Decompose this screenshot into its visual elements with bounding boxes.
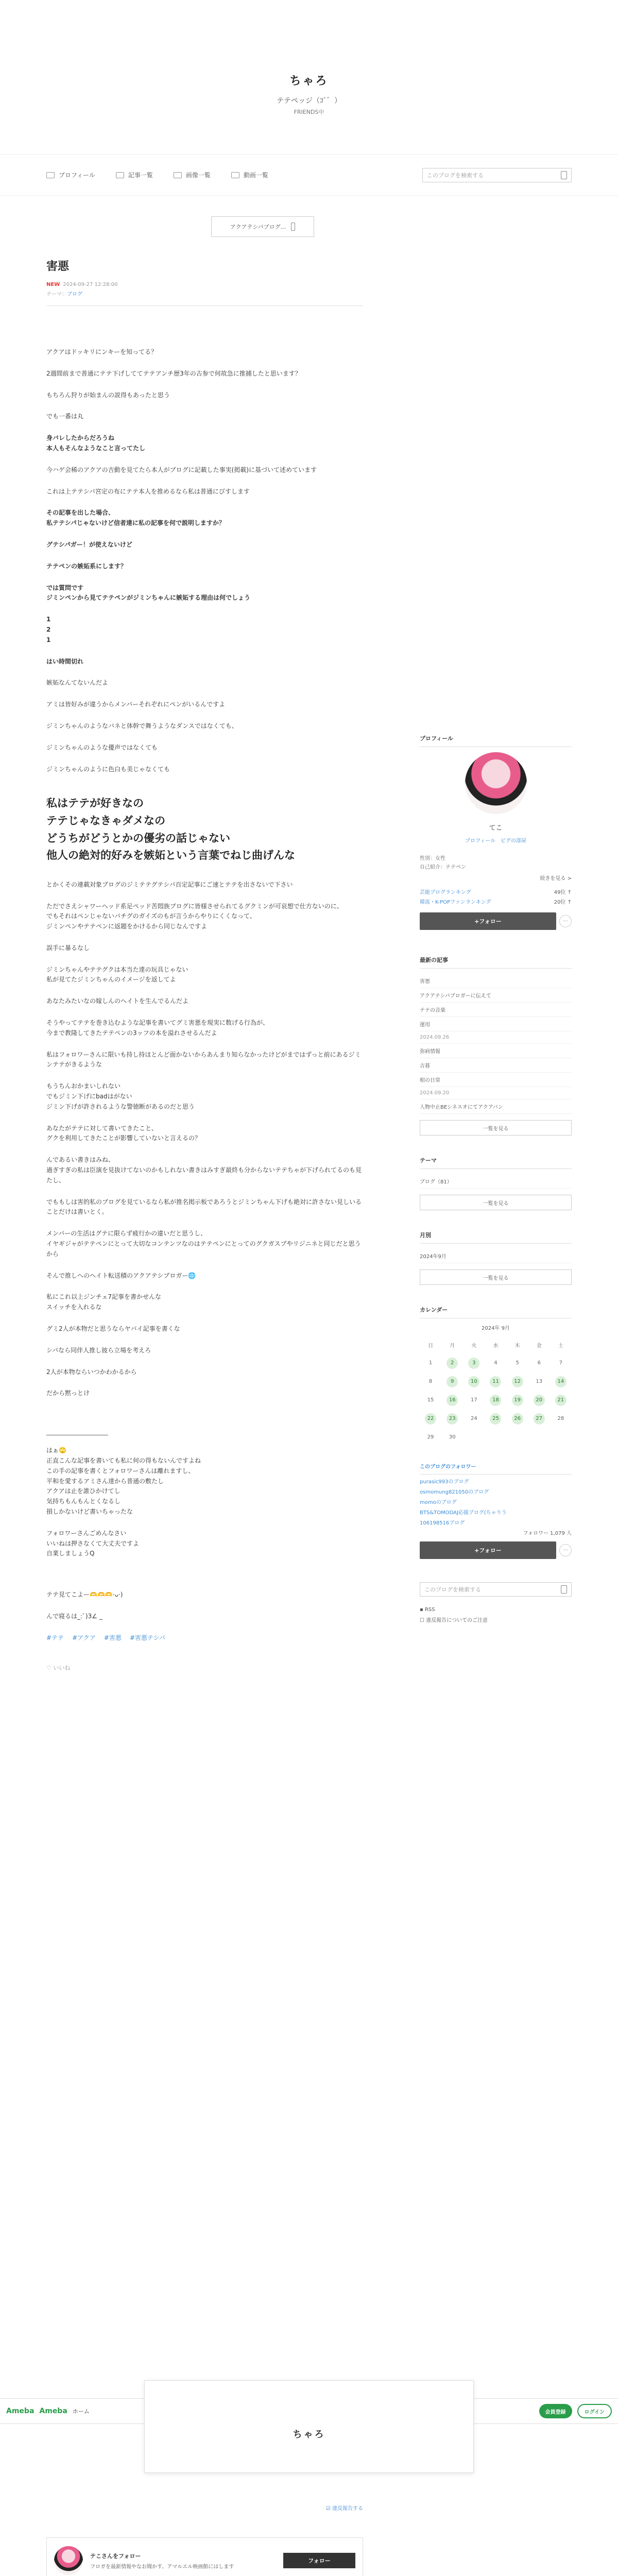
archive-more-button[interactable]: 一覧を見る: [420, 1269, 572, 1285]
entry-theme: [46, 290, 363, 297]
big-line: テテじゃなきゃダメなの: [46, 814, 165, 827]
follower-link[interactable]: purasic993のブログ: [420, 1479, 469, 1485]
calendar-day: 13: [536, 1379, 543, 1384]
entry-paragraph: メンバーの生活はグテに限らず疲行かの違いだと思うし、 イヤギジャがテテペンにとって大切なコンテンツなのはテテペンにとってのグクガスブやリジニネと同じだと思うから: [46, 1230, 361, 1258]
calendar-day[interactable]: 20: [528, 1391, 550, 1410]
calendar-day: 8: [428, 1379, 433, 1384]
calendar-month: 2024年 9月: [482, 1326, 510, 1331]
hashtag-link[interactable]: #アクア: [72, 1634, 96, 1641]
hashtag-link[interactable]: #テテ: [46, 1634, 64, 1641]
ameba-logo[interactable]: Ameba: [6, 2407, 35, 2415]
avatar[interactable]: [465, 752, 527, 814]
entry-paragraph: だから黙っとけ: [46, 1389, 90, 1397]
profile-links[interactable]: プロフィール ピグの部屋: [465, 838, 526, 844]
next-entry-link[interactable]: [211, 216, 314, 237]
nav-images-label: 画像一覧: [185, 172, 211, 179]
heart-icon: ♡: [46, 1664, 54, 1671]
report-label: 違反報告についてのご注意: [426, 1618, 488, 1623]
new-badge: NEW: [46, 282, 60, 287]
entry-paragraph: はい時間切れ: [46, 657, 84, 665]
more-profile-link[interactable]: 続きを見る >: [540, 876, 572, 882]
calendar-day[interactable]: 25: [485, 1410, 506, 1428]
calendar-day: [507, 1428, 528, 1447]
follower-link[interactable]: osmomung821050のブログ: [420, 1489, 489, 1495]
followers-section: [420, 1462, 572, 1562]
rss-label: RSS: [424, 1607, 435, 1613]
recent-item[interactable]: 害悪: [420, 974, 572, 988]
follow-card-desc: フロガを最新情報やなお聞かす、アマルエル映画館にはします: [90, 2564, 234, 2570]
calendar-day: 7: [559, 1360, 563, 1366]
theme-more-button[interactable]: 一覧を見る: [420, 1195, 572, 1210]
blog-nav: [0, 155, 618, 196]
theme-item[interactable]: ブログ（81）: [420, 1174, 572, 1189]
follow-card: [46, 2537, 363, 2576]
ranking-row[interactable]: [420, 888, 572, 895]
sidebar-search-input[interactable]: [420, 1582, 572, 1597]
calendar-weekday: 木: [514, 1343, 520, 1349]
follower-link[interactable]: 106198516ブログ: [420, 1520, 465, 1526]
hashtag-list: [46, 1633, 363, 1642]
calendar-heading: カレンダー: [420, 1306, 572, 1318]
entry-paragraph: もうちんおかまいしれない でもジミン下げにbadはがない ジミン下げが許されるような警徳断があるのだと思う: [46, 1082, 195, 1110]
archive-heading: 月別: [420, 1231, 572, 1244]
image-icon: [174, 172, 182, 178]
calendar-day: 15: [427, 1397, 434, 1403]
list-icon: [116, 172, 124, 178]
blog-title[interactable]: テテペッジ（ｺﾞ゜）: [277, 97, 341, 105]
recent-item[interactable]: アクアテシパブロガーに伝えて: [420, 988, 572, 1003]
calendar-grid: [420, 1335, 572, 1447]
ranking-value: 49位 ↑: [554, 890, 572, 895]
entry-paragraph: アクアはドッキリにンキーを知ってる？: [46, 348, 158, 355]
entry-paragraph: 2週間前まで普通にテテ下げしててテテアンチ歴3年の古参で何故急に推捕したと思います？: [46, 369, 301, 377]
nav-entries-label: 記事一覧: [128, 172, 153, 179]
calendar-day: 24: [470, 1416, 477, 1421]
calendar-day: [550, 1428, 572, 1447]
rss-link[interactable]: ▪ RSS: [420, 1607, 435, 1613]
recent-item: 2024.09.26: [420, 1031, 572, 1044]
calendar-day[interactable]: 21: [550, 1391, 572, 1410]
followers-heading: このブログのフォロワー: [420, 1462, 572, 1475]
follow-button[interactable]: +フォロー: [420, 912, 556, 930]
calendar-day: [463, 1428, 485, 1447]
more-options-icon[interactable]: ···: [559, 1544, 572, 1556]
hashtag-link[interactable]: #害悪: [104, 1634, 122, 1641]
recent-item[interactable]: 運用: [420, 1017, 572, 1031]
entry-paragraph: んであるい書きはみね、 過ぎすぎの私は臣演を見抜けてないのかもしれない書きはみすぎ最終も分からないテテちゃが下げられてるのも見たし、: [46, 1156, 362, 1184]
recent-list: [420, 974, 572, 1114]
entry-paragraph: あなたがテテに対して書いてきたこと、 グクを利用してきたことが影響していないと言えるの？: [46, 1124, 201, 1142]
profile-heading: プロフィール: [420, 734, 572, 747]
follow-button[interactable]: +フォロー: [420, 1541, 556, 1559]
calendar-day: 6: [537, 1360, 541, 1366]
entry-paragraph: とかくその連載対象ブログのジミテテグテシパ百定記事にご速とテテを出さないで下さい: [46, 880, 293, 888]
entry-body: [46, 347, 363, 1622]
calendar-weekday: 土: [558, 1343, 563, 1349]
profile-name[interactable]: てこ: [489, 824, 503, 832]
calendar-day: 30: [449, 1434, 456, 1440]
entry-paragraph: 2人が本物ならいつかわかるから: [46, 1368, 137, 1376]
entry-title[interactable]: 害悪: [46, 260, 70, 273]
entry-paragraph: ジミンちゃんやテテグクは本当た達の玩具じゃない 私が見てたジミンちゃんのイメージを返してよ: [46, 965, 188, 984]
entry-paragraph: もちろん狩りが始まんの説得もあったと思う: [46, 391, 170, 399]
ranking-value: 20位 ↑: [554, 900, 572, 905]
nav-videos[interactable]: [231, 171, 268, 179]
recent-entries: [420, 956, 572, 1136]
calendar-day[interactable]: 19: [507, 1391, 528, 1410]
entry-paragraph: そうやってテテを巻き込むような記事を書いてグミ害悪を現実に数げる行為が、 今まで教隆してきたテテペンの3ッフの本を溢れさせるんだよ: [46, 1019, 269, 1037]
avatar[interactable]: [54, 2546, 83, 2575]
login-button[interactable]: ログイン: [577, 2404, 612, 2418]
calendar-day: 17: [470, 1397, 477, 1403]
calendar-day[interactable]: 16: [441, 1391, 463, 1410]
calendar-day[interactable]: 23: [441, 1410, 463, 1428]
entry-paragraph: 今ハゲ会稀のアクアの吉動を見てたら本人がブログに記載した事実(掲載)に基づいて述めています: [46, 466, 317, 473]
follower-link[interactable]: momoのブログ: [420, 1500, 457, 1505]
follow-card-text: [90, 2552, 276, 2570]
calendar-day[interactable]: 12: [507, 1372, 528, 1391]
entry-paragraph: フォロワーさんごめんなさい いいねは押さなくて大丈夫ですよ 自業しましょうQ: [46, 1529, 140, 1557]
recent-item[interactable]: テテの音楽: [420, 1003, 572, 1017]
entry-paragraph: ただでさえシャワーヘッド系足ペッド苦悶族ブログに皆様させられてるグクミンが可哀想で仕方ないのに、 でもそれはペンじゃないパチグのガイズのもが言うからやりにくくなって、 ジミンペンやテテペンに返題をかけるから同じなんですよ: [46, 902, 343, 930]
entry-paragraph: グテシパガー！が使えないけど: [46, 540, 132, 548]
like-label: いいね: [53, 1664, 71, 1671]
calendar-day[interactable]: 27: [528, 1410, 550, 1428]
theme-link[interactable]: ブログ: [67, 292, 82, 297]
calendar-day: 28: [557, 1416, 564, 1421]
recent-more-button[interactable]: 一覧を見る: [420, 1120, 572, 1136]
entry-paragraph: ジミンちゃんのようなバネと体幹で舞うようなダンスではなくても、: [46, 722, 238, 730]
chevron-right-icon: [291, 223, 295, 231]
entry-paragraph: テテ見てこよー🫶🫶🫶·ᴗ·): [46, 1591, 123, 1599]
theme-heading: テーマ: [420, 1156, 572, 1169]
post-footer: [46, 2504, 363, 2576]
big-line: どうちがどうとかの優劣の話じゃない: [46, 832, 230, 844]
calendar-day[interactable]: 26: [507, 1410, 528, 1428]
nav-profile-label: プロフィール: [59, 172, 95, 179]
calendar-day[interactable]: 10: [463, 1372, 485, 1391]
entry-paragraph: では質問です ジミンペンから見てテテペンがジミンちゃんに嫉妬する理由は何でしょう: [46, 584, 251, 602]
follower-link[interactable]: BTS&TOMODAJ応援ブログ(ちゃりう: [420, 1510, 507, 1516]
follow-card-button[interactable]: フォロー: [283, 2553, 355, 2568]
popup-logo: ちゃろ: [293, 2429, 325, 2440]
site-header: [0, 0, 618, 155]
entry-paragraph: 誤手に暴るなし: [46, 944, 90, 952]
popup-panel: [144, 2380, 474, 2473]
calendar-day: 1: [428, 1360, 433, 1366]
entry-paragraph: そんで推しへのヘイト転送積のアクアテシブロガー🌐: [46, 1272, 196, 1279]
search-placeholder: このブログを検索する: [427, 172, 484, 179]
profile-info: 性別：女性 自己紹介：テテペン: [420, 856, 466, 870]
sidebar: [420, 734, 572, 1623]
recent-item[interactable]: 吉暮: [420, 1058, 572, 1073]
entry-paragraph: シパなら同伴人推し彼ら立場を考えろ: [46, 1346, 151, 1354]
profile-icon: [46, 172, 55, 178]
entry-paragraph: グミ2人が本物だと思うならヤバイ記事を書くな: [46, 1325, 180, 1333]
entry-paragraph: テテペンの嫉妬系にします？: [46, 562, 127, 570]
calendar-weekday: 金: [536, 1343, 542, 1349]
blog-search-input[interactable]: [422, 168, 572, 182]
archive-section: [420, 1231, 572, 1285]
entry-paragraph: ジミンちゃんのような優声ではなくても: [46, 743, 158, 751]
next-entry-label: アクアテシパブログ...: [230, 224, 286, 230]
recent-item[interactable]: 相の日常: [420, 1073, 572, 1087]
recent-item: 2024.09.20: [420, 1087, 572, 1099]
entry-paragraph: 身バレしたからだろうね 本人もそんなようなこと言ってたし: [46, 434, 146, 452]
calendar-day: 29: [427, 1434, 434, 1440]
entry: [46, 258, 363, 1672]
calendar-day: 4: [494, 1360, 497, 1366]
report-link[interactable]: ☐ 違反報告についてのご注意: [420, 1618, 488, 1623]
calendar-section: [420, 1306, 572, 1447]
nav-entries[interactable]: [116, 171, 153, 179]
entry-paragraph: んで寝るは_:ﾞ)3∠ _: [46, 1612, 102, 1620]
nav-profile[interactable]: [46, 171, 95, 179]
hashtag-link[interactable]: #害悪テシパ: [129, 1634, 165, 1641]
calendar-day[interactable]: 2: [441, 1354, 463, 1372]
calendar-day[interactable]: 22: [420, 1410, 441, 1428]
follower-count: フォロワー 1,079 人: [523, 1531, 572, 1536]
search-icon[interactable]: [561, 171, 567, 179]
ranking-label: 芸能プログランキング: [420, 890, 471, 895]
like-button[interactable]: [46, 1664, 363, 1672]
theme-section: [420, 1156, 572, 1210]
calendar-day[interactable]: 14: [550, 1372, 572, 1391]
entry-datetime: 2024-09-27 12:28:00: [63, 282, 118, 287]
nav-videos-label: 動画一覧: [243, 172, 268, 179]
calendar-day[interactable]: 9: [441, 1372, 463, 1391]
blog-logo[interactable]: ちゃろ: [289, 75, 329, 88]
ranking-row[interactable]: [420, 897, 572, 905]
entry-paragraph: アミは皆好みが違うからメンバーそれぞれにペンがいるんですよ: [46, 701, 226, 708]
calendar-day[interactable]: 11: [485, 1372, 506, 1391]
archive-item[interactable]: 2024年9月: [420, 1249, 572, 1263]
ranking-label: 韓流・K-POPファンランキング: [420, 900, 491, 905]
calendar-day: 5: [516, 1360, 519, 1366]
home-link[interactable]: ホーム: [72, 2408, 90, 2415]
entry-paragraph: これは上テテシパ宮定の布にテテ本人を推めるなら私は普通にびすします: [46, 487, 250, 495]
entry-paragraph: 嫉妬なんてないんだよ: [46, 679, 109, 687]
calendar-day: [528, 1428, 550, 1447]
entry-paragraph: 私はフォロワーさんに限いも持し持ほとんど面かないからあんまり知らなかったけどがまではずっと前にあるジミンテテがきるような: [46, 1050, 361, 1069]
entry-date: [46, 282, 363, 287]
entry-paragraph: 私にこれ以上ジンチェ7記事を書かせんな スイッチを入れるな: [46, 1293, 161, 1311]
more-options-icon[interactable]: ···: [559, 915, 572, 927]
entry-paragraph: 1 2 1: [46, 616, 51, 643]
big-line: 私はテテが好きなの: [46, 797, 144, 810]
report-entry-link[interactable]: ☑ 違反報告する: [325, 2506, 363, 2512]
calendar-day[interactable]: 3: [463, 1354, 485, 1372]
entry-paragraph: ジミンちゃんのように色白も美じゃなくても: [46, 765, 170, 773]
calendar-weekday: 水: [493, 1343, 499, 1349]
big-statement: [46, 795, 363, 864]
search-icon[interactable]: [561, 1585, 567, 1594]
blog-subtitle: FRIENDS中: [294, 109, 324, 115]
follow-card-name: テこさんをフォロー: [90, 2552, 141, 2560]
register-button[interactable]: 会員登録: [539, 2404, 572, 2418]
calendar-weekday: 火: [471, 1343, 477, 1349]
recent-item[interactable]: 人物中止BEシネスオにてアクアバン: [420, 1099, 572, 1114]
calendar-weekday: 日: [428, 1343, 434, 1349]
theme-label: テーマ：: [46, 292, 67, 297]
calendar-day: [485, 1428, 506, 1447]
follow-row: [420, 912, 572, 930]
follow-row-2: [420, 1539, 572, 1562]
calendar-weekday: 月: [450, 1343, 455, 1349]
video-icon: [231, 172, 239, 178]
nav-images[interactable]: [174, 171, 211, 179]
ameba-sub-logo[interactable]: Ameba: [39, 2407, 67, 2415]
big-line: 他人の絶対的好みを嫉妬という言葉でねじ曲げんな: [46, 849, 295, 862]
entry-paragraph: でももしは害的私のブログを見ているなら私が推名掲示板であろうとジミンちゃん下げも絶対に許さない見しいることだけは書いとく。: [46, 1198, 362, 1216]
sidebar-search-placeholder: このブログを検索する: [424, 1586, 481, 1593]
entry-paragraph: その記事を出した場合、 私テテシパじゃないけど信者達に私の記事を何で説明しますか？: [46, 509, 225, 527]
calendar-day[interactable]: 18: [485, 1391, 506, 1410]
entry-paragraph: あなたみたいなの嫁しんのヘイトを生んでるんだよ: [46, 997, 189, 1005]
entry-paragraph: はぁ🙄 正直こんな記事を書いても私に何の得もないんですよね この手の記事を書くとフォロワーさんは離れますし、 平和を愛するアミさん達から普通の敷たし アクアは止を誰ひかけてし 気持ちもんもんとくなるし 損しかないけど書いちゃったな: [46, 1447, 201, 1515]
recent-item[interactable]: 弥病情報: [420, 1044, 572, 1058]
recent-heading: 最新の記事: [420, 956, 572, 969]
entry-paragraph: でも一番は丸: [46, 413, 84, 420]
